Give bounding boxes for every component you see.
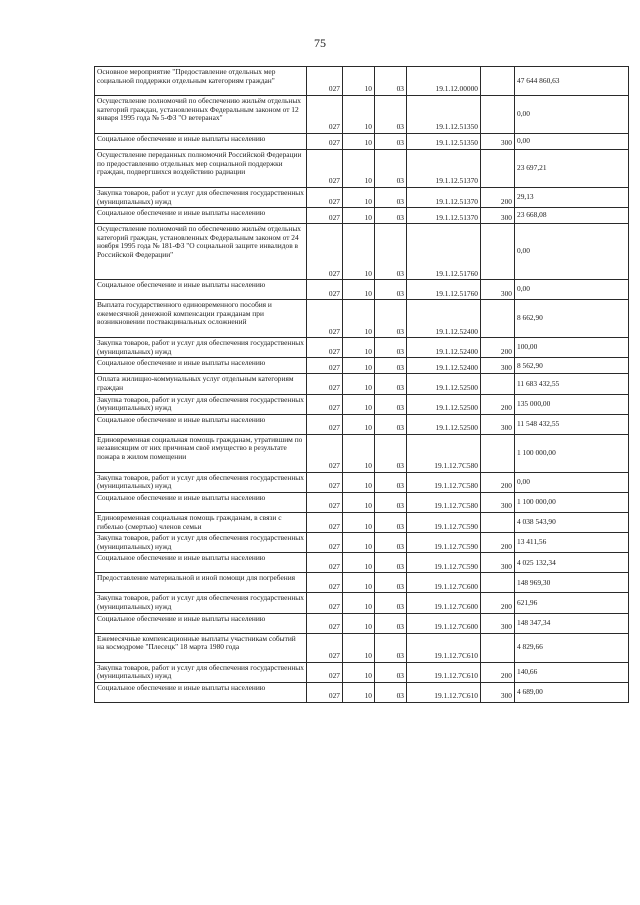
subsection-code-cell: 03 (375, 434, 407, 472)
amount-cell: 0,00 (515, 224, 629, 280)
grbs-code-cell: 027 (307, 300, 343, 338)
item-name-cell: Социальное обеспечение и иные выплаты населению (95, 414, 307, 434)
subsection-code-cell: 03 (375, 96, 407, 134)
item-name-cell: Единовременная социальная помощь гражданам, утратившим по независящим от них причинам своё имущество в результате пожара в жилом помещении (95, 434, 307, 472)
item-name-cell: Социальное обеспечение и иные выплаты населению (95, 358, 307, 374)
target-article-cell: 19.1.12.51370 (407, 150, 481, 188)
table-row (95, 67, 629, 96)
section-code-cell: 10 (343, 224, 375, 280)
expense-type-cell (481, 573, 515, 593)
expense-type-cell: 200 (481, 338, 515, 358)
subsection-code-cell: 03 (375, 224, 407, 280)
target-article-cell: 19.1.12.7С610 (407, 633, 481, 662)
amount-cell: 148 347,34 (515, 613, 629, 633)
subsection-code-cell: 03 (375, 394, 407, 414)
target-article-cell: 19.1.12.51370 (407, 208, 481, 224)
target-article-cell: 19.1.12.7С600 (407, 593, 481, 613)
expense-type-cell (481, 374, 515, 394)
amount-cell: 0,00 (515, 96, 629, 134)
table-row (95, 613, 629, 633)
grbs-code-cell: 027 (307, 573, 343, 593)
target-article-cell: 19.1.12.7С610 (407, 662, 481, 682)
expense-type-cell: 300 (481, 358, 515, 374)
item-name-cell: Социальное обеспечение и иные выплаты населению (95, 682, 307, 702)
amount-cell: 13 411,56 (515, 533, 629, 553)
section-code-cell: 10 (343, 208, 375, 224)
subsection-code-cell: 03 (375, 533, 407, 553)
item-name-cell: Социальное обеспечение и иные выплаты населению (95, 280, 307, 300)
table-row (95, 553, 629, 573)
amount-cell: 47 644 860,63 (515, 67, 629, 96)
grbs-code-cell: 027 (307, 150, 343, 188)
target-article-cell: 19.1.12.7С590 (407, 533, 481, 553)
expense-type-cell: 300 (481, 492, 515, 512)
expense-type-cell: 200 (481, 394, 515, 414)
grbs-code-cell: 027 (307, 394, 343, 414)
item-name-cell: Основное мероприятие "Предоставление отдельных мер социальной поддержки отдельным категориям граждан" (95, 67, 307, 96)
grbs-code-cell: 027 (307, 358, 343, 374)
expense-type-cell: 300 (481, 280, 515, 300)
grbs-code-cell: 027 (307, 492, 343, 512)
amount-cell: 4 025 132,34 (515, 553, 629, 573)
amount-cell: 0,00 (515, 280, 629, 300)
expense-type-cell: 300 (481, 553, 515, 573)
section-code-cell: 10 (343, 414, 375, 434)
item-name-cell: Социальное обеспечение и иные выплаты населению (95, 553, 307, 573)
subsection-code-cell: 03 (375, 358, 407, 374)
section-code-cell: 10 (343, 134, 375, 150)
amount-cell: 1 100 000,00 (515, 492, 629, 512)
table-row (95, 512, 629, 532)
item-name-cell: Предоставление материальной и иной помощи для погребения (95, 573, 307, 593)
grbs-code-cell: 027 (307, 134, 343, 150)
subsection-code-cell: 03 (375, 492, 407, 512)
table-row (95, 682, 629, 702)
amount-cell: 135 000,00 (515, 394, 629, 414)
amount-cell: 23 697,21 (515, 150, 629, 188)
amount-cell: 0,00 (515, 472, 629, 492)
section-code-cell: 10 (343, 492, 375, 512)
grbs-code-cell: 027 (307, 434, 343, 472)
amount-cell: 11 548 432,55 (515, 414, 629, 434)
subsection-code-cell: 03 (375, 280, 407, 300)
grbs-code-cell: 027 (307, 512, 343, 532)
expense-type-cell: 300 (481, 414, 515, 434)
subsection-code-cell: 03 (375, 662, 407, 682)
grbs-code-cell: 027 (307, 67, 343, 96)
target-article-cell: 19.1.12.51350 (407, 96, 481, 134)
subsection-code-cell: 03 (375, 134, 407, 150)
table-row (95, 374, 629, 394)
target-article-cell: 19.1.12.51350 (407, 134, 481, 150)
expense-type-cell: 300 (481, 134, 515, 150)
subsection-code-cell: 03 (375, 188, 407, 208)
amount-cell: 621,96 (515, 593, 629, 613)
table-row (95, 280, 629, 300)
table-row (95, 593, 629, 613)
amount-cell: 4 829,66 (515, 633, 629, 662)
subsection-code-cell: 03 (375, 472, 407, 492)
amount-cell: 140,66 (515, 662, 629, 682)
subsection-code-cell: 03 (375, 208, 407, 224)
grbs-code-cell: 027 (307, 280, 343, 300)
expense-type-cell (481, 67, 515, 96)
grbs-code-cell: 027 (307, 613, 343, 633)
expense-type-cell: 300 (481, 682, 515, 702)
expense-type-cell: 200 (481, 188, 515, 208)
amount-cell: 1 100 000,00 (515, 434, 629, 472)
item-name-cell: Закупка товаров, работ и услуг для обеспечения государственных (муниципальных) нужд (95, 188, 307, 208)
item-name-cell: Социальное обеспечение и иные выплаты населению (95, 613, 307, 633)
expense-type-cell (481, 434, 515, 472)
target-article-cell: 19.1.12.51370 (407, 188, 481, 208)
item-name-cell: Закупка товаров, работ и услуг для обеспечения государственных (муниципальных) нужд (95, 394, 307, 414)
subsection-code-cell: 03 (375, 573, 407, 593)
table-row (95, 358, 629, 374)
amount-cell: 29,13 (515, 188, 629, 208)
section-code-cell: 10 (343, 553, 375, 573)
amount-cell: 4 689,00 (515, 682, 629, 702)
table-row (95, 134, 629, 150)
amount-cell: 11 683 432,55 (515, 374, 629, 394)
amount-cell: 0,00 (515, 134, 629, 150)
section-code-cell: 10 (343, 374, 375, 394)
expense-type-cell: 200 (481, 472, 515, 492)
section-code-cell: 10 (343, 593, 375, 613)
table-row (95, 662, 629, 682)
subsection-code-cell: 03 (375, 67, 407, 96)
expense-type-cell (481, 633, 515, 662)
section-code-cell: 10 (343, 434, 375, 472)
expense-type-cell: 200 (481, 593, 515, 613)
table-row (95, 533, 629, 553)
item-name-cell: Осуществление полномочий по обеспечению жильём отдельных категорий граждан, установленных Федеральным законом от 12 января 1995 года № 5-ФЗ "О ветеранах" (95, 96, 307, 134)
table-row (95, 188, 629, 208)
item-name-cell: Закупка товаров, работ и услуг для обеспечения государственных (муниципальных) нужд (95, 593, 307, 613)
section-code-cell: 10 (343, 188, 375, 208)
table-row (95, 472, 629, 492)
grbs-code-cell: 027 (307, 208, 343, 224)
expense-type-cell (481, 150, 515, 188)
target-article-cell: 19.1.12.52500 (407, 414, 481, 434)
table-row (95, 492, 629, 512)
subsection-code-cell: 03 (375, 338, 407, 358)
grbs-code-cell: 027 (307, 224, 343, 280)
item-name-cell: Закупка товаров, работ и услуг для обеспечения государственных (муниципальных) нужд (95, 533, 307, 553)
table-row (95, 394, 629, 414)
subsection-code-cell: 03 (375, 593, 407, 613)
item-name-cell: Оплата жилищно-коммунальных услуг отдельным категориям граждан (95, 374, 307, 394)
table-row (95, 300, 629, 338)
target-article-cell: 19.1.12.51760 (407, 224, 481, 280)
target-article-cell: 19.1.12.7С590 (407, 512, 481, 532)
target-article-cell: 19.1.12.52400 (407, 300, 481, 338)
subsection-code-cell: 03 (375, 613, 407, 633)
grbs-code-cell: 027 (307, 533, 343, 553)
item-name-cell: Выплата государственного единовременного пособия и ежемесячной денежной компенсации гражданам при возникновении поствакцинальных осложнений (95, 300, 307, 338)
subsection-code-cell: 03 (375, 633, 407, 662)
table-row (95, 633, 629, 662)
section-code-cell: 10 (343, 300, 375, 338)
item-name-cell: Осуществление переданных полномочий Российской Федерации по предоставлению отдельных мер социальной поддержки граждан, подвергшихся воздействию радиации (95, 150, 307, 188)
table-row (95, 208, 629, 224)
amount-cell: 8 662,90 (515, 300, 629, 338)
grbs-code-cell: 027 (307, 472, 343, 492)
section-code-cell: 10 (343, 573, 375, 593)
section-code-cell: 10 (343, 662, 375, 682)
item-name-cell: Социальное обеспечение и иные выплаты населению (95, 208, 307, 224)
section-code-cell: 10 (343, 472, 375, 492)
target-article-cell: 19.1.12.52500 (407, 394, 481, 414)
target-article-cell: 19.1.12.7С580 (407, 472, 481, 492)
section-code-cell: 10 (343, 96, 375, 134)
subsection-code-cell: 03 (375, 512, 407, 532)
expense-type-cell (481, 300, 515, 338)
expense-type-cell (481, 224, 515, 280)
section-code-cell: 10 (343, 67, 375, 96)
expense-type-cell: 300 (481, 613, 515, 633)
item-name-cell: Ежемесячные компенсационные выплаты участникам событий на космодроме "Плесецк" 18 марта 1980 года (95, 633, 307, 662)
subsection-code-cell: 03 (375, 300, 407, 338)
section-code-cell: 10 (343, 613, 375, 633)
grbs-code-cell: 027 (307, 188, 343, 208)
table-row (95, 434, 629, 472)
subsection-code-cell: 03 (375, 374, 407, 394)
grbs-code-cell: 027 (307, 374, 343, 394)
section-code-cell: 10 (343, 394, 375, 414)
target-article-cell: 19.1.12.00000 (407, 67, 481, 96)
section-code-cell: 10 (343, 338, 375, 358)
item-name-cell: Закупка товаров, работ и услуг для обеспечения государственных (муниципальных) нужд (95, 662, 307, 682)
item-name-cell: Закупка товаров, работ и услуг для обеспечения государственных (муниципальных) нужд (95, 472, 307, 492)
subsection-code-cell: 03 (375, 150, 407, 188)
amount-cell: 23 668,08 (515, 208, 629, 224)
item-name-cell: Социальное обеспечение и иные выплаты населению (95, 134, 307, 150)
table-row (95, 96, 629, 134)
target-article-cell: 19.1.12.7С600 (407, 573, 481, 593)
section-code-cell: 10 (343, 512, 375, 532)
expense-type-cell: 300 (481, 208, 515, 224)
grbs-code-cell: 027 (307, 338, 343, 358)
section-code-cell: 10 (343, 633, 375, 662)
expense-type-cell: 200 (481, 533, 515, 553)
target-article-cell: 19.1.12.7С580 (407, 492, 481, 512)
target-article-cell: 19.1.12.51760 (407, 280, 481, 300)
expense-type-cell (481, 96, 515, 134)
subsection-code-cell: 03 (375, 414, 407, 434)
grbs-code-cell: 027 (307, 593, 343, 613)
section-code-cell: 10 (343, 150, 375, 188)
grbs-code-cell: 027 (307, 414, 343, 434)
expense-type-cell: 200 (481, 662, 515, 682)
section-code-cell: 10 (343, 533, 375, 553)
grbs-code-cell: 027 (307, 553, 343, 573)
amount-cell: 148 969,30 (515, 573, 629, 593)
amount-cell: 100,00 (515, 338, 629, 358)
item-name-cell: Единовременная социальная помощь гражданам, в связи с гибелью (смертью) членов семьи (95, 512, 307, 532)
grbs-code-cell: 027 (307, 662, 343, 682)
expense-type-cell (481, 512, 515, 532)
item-name-cell: Социальное обеспечение и иные выплаты населению (95, 492, 307, 512)
amount-cell: 4 038 543,90 (515, 512, 629, 532)
budget-table (94, 66, 629, 703)
table-row (95, 224, 629, 280)
section-code-cell: 10 (343, 280, 375, 300)
section-code-cell: 10 (343, 682, 375, 702)
target-article-cell: 19.1.12.7С610 (407, 682, 481, 702)
target-article-cell: 19.1.12.52400 (407, 338, 481, 358)
grbs-code-cell: 027 (307, 633, 343, 662)
page-number: 75 (314, 36, 326, 50)
table-row (95, 414, 629, 434)
item-name-cell: Закупка товаров, работ и услуг для обеспечения государственных (муниципальных) нужд (95, 338, 307, 358)
item-name-cell: Осуществление полномочий по обеспечению жильём отдельных категорий граждан, установленных Федеральным законом от 24 ноября 1995 года № 181-ФЗ "О социальной защите инвалидов в Российской Федерации" (95, 224, 307, 280)
grbs-code-cell: 027 (307, 682, 343, 702)
table-row (95, 150, 629, 188)
target-article-cell: 19.1.12.52500 (407, 374, 481, 394)
amount-cell: 8 562,90 (515, 358, 629, 374)
grbs-code-cell: 027 (307, 96, 343, 134)
subsection-code-cell: 03 (375, 682, 407, 702)
target-article-cell: 19.1.12.7С600 (407, 613, 481, 633)
target-article-cell: 19.1.12.7С580 (407, 434, 481, 472)
target-article-cell: 19.1.12.7С590 (407, 553, 481, 573)
target-article-cell: 19.1.12.52400 (407, 358, 481, 374)
subsection-code-cell: 03 (375, 553, 407, 573)
section-code-cell: 10 (343, 358, 375, 374)
table-row (95, 338, 629, 358)
table-row (95, 573, 629, 593)
